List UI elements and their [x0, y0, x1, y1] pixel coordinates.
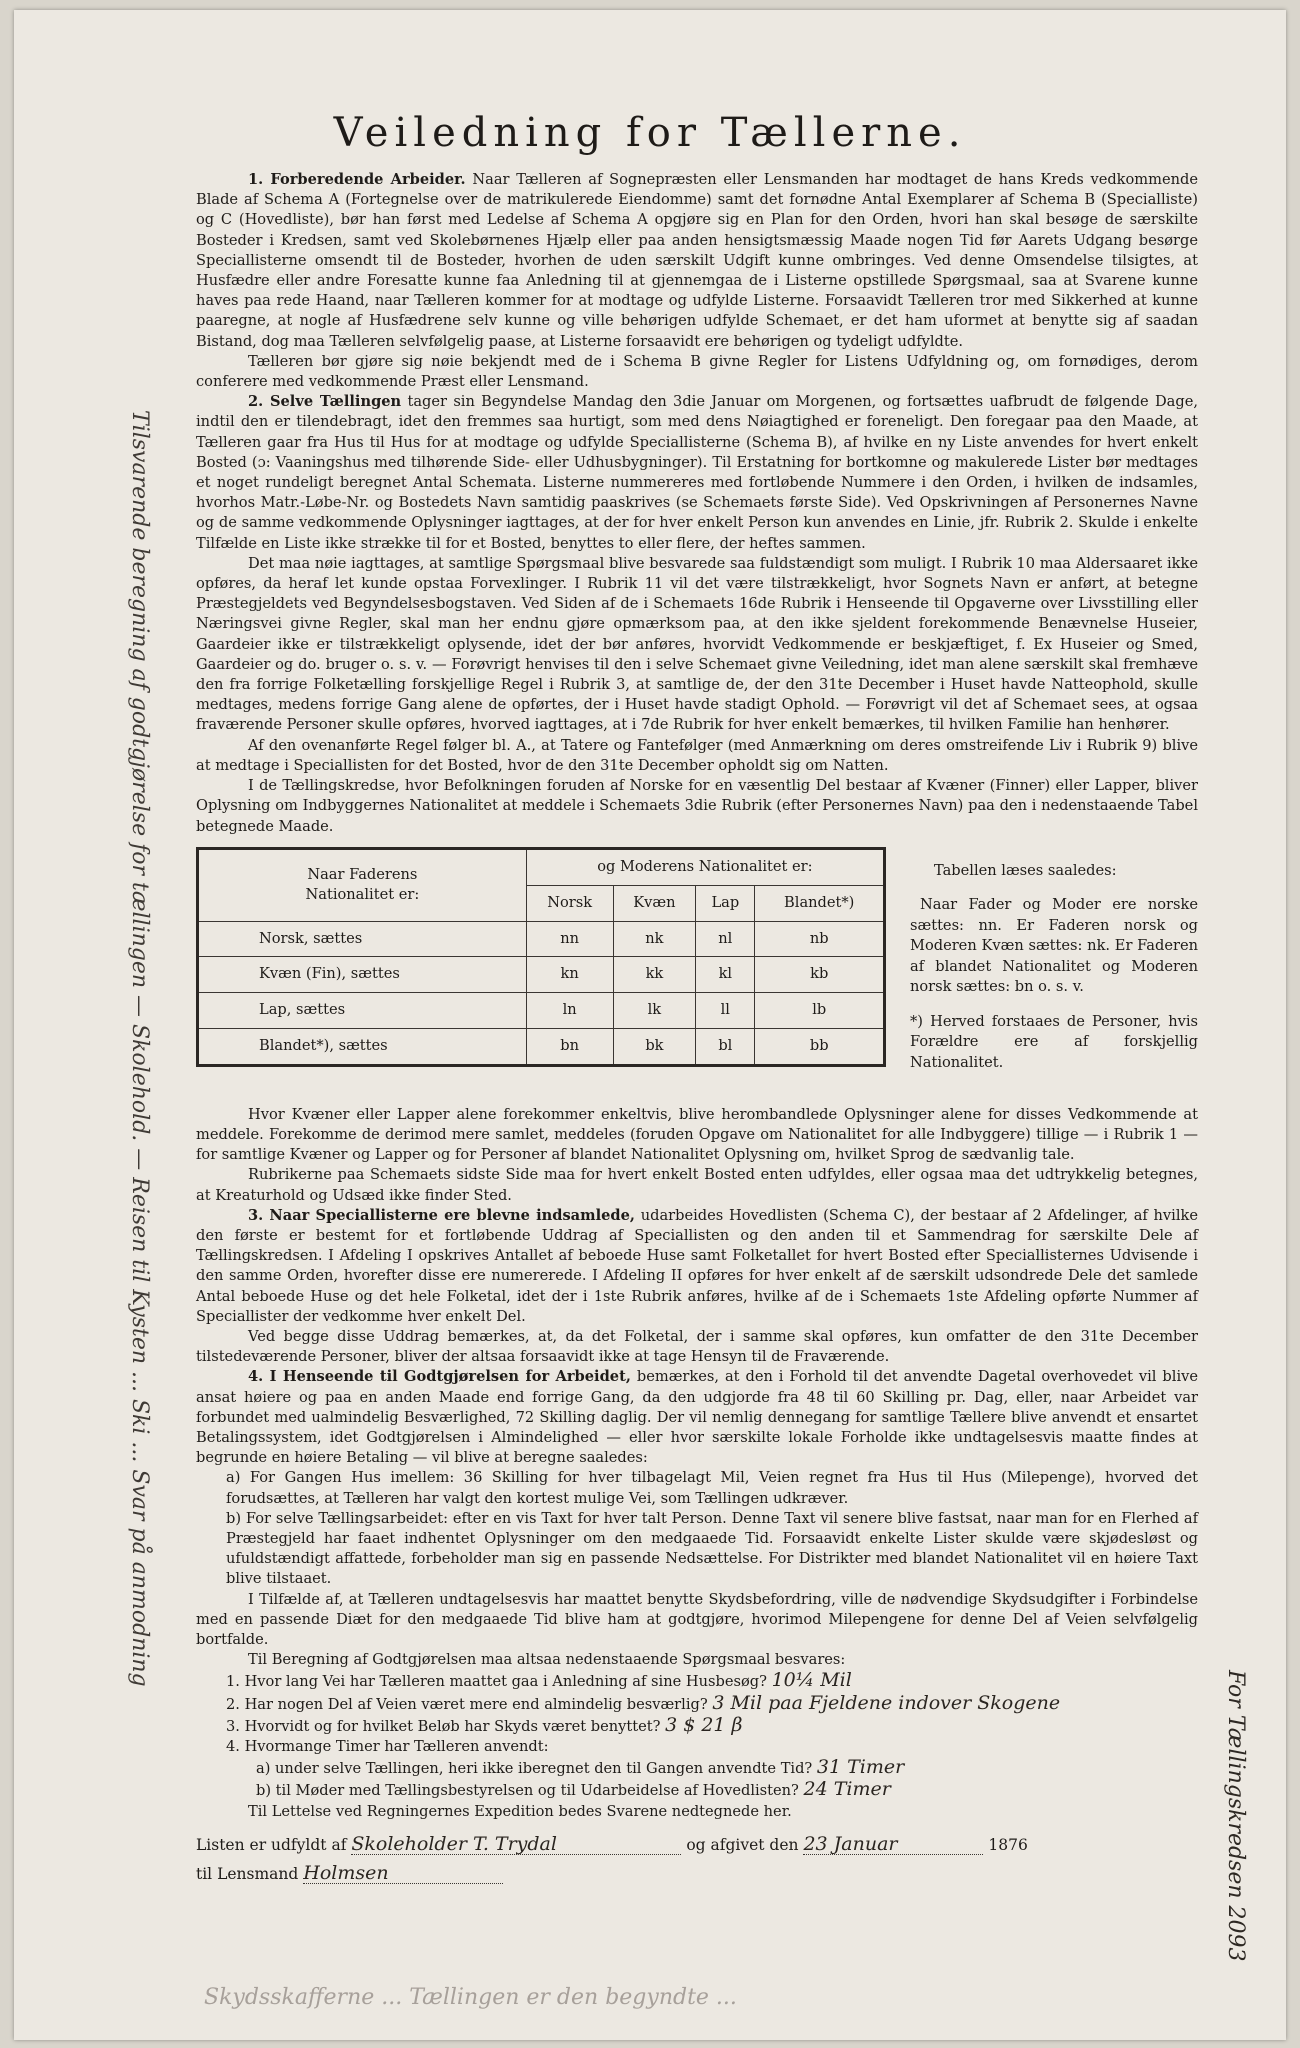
question-list	[196, 1670, 1198, 1801]
section-1-heading: 1. Forberedende Arbeider.	[248, 171, 466, 188]
page-title: Veiledning for Tællerne.	[333, 110, 967, 156]
section-4-para-4: Til Lettelse ved Regningernes Expedition bedes Svarene nedtegnede her.	[248, 1802, 792, 1820]
table-row: Kvæn (Fin), sættes kn kk kl kb	[198, 957, 885, 993]
section-3-para-2: Ved begge disse Uddrag bemærkes, at, da det Folketal, der i samme skal opføres, kun omfatter de den 31te December tilstedeværende Personer, bliver der altsaa forsaavidt ikke at tage Hensyn til de Fraværende.	[196, 1327, 1198, 1366]
table-row: Lap, sættes ln lk ll lb	[198, 992, 885, 1028]
instructions-body	[196, 170, 1198, 1884]
document-page	[14, 10, 1286, 2040]
answer-4a: 31 Timer	[816, 1756, 905, 1779]
column-header: Norsk	[526, 885, 613, 921]
column-header: Lap	[696, 885, 755, 921]
question-4b: b) til Møder med Tællingsbestyrelsen og til Udarbeidelse af Hovedlisten? 24 Timer	[256, 1778, 891, 1801]
year: 1876	[988, 1835, 1028, 1854]
question-1: 1. Hvor lang Vei har Tælleren maattet gaa i Anledning af sine Husbesøg? 10¼ Mil	[226, 1669, 852, 1692]
section-2: 2. Selve Tællingen tager sin Begyndelse Mandag den 3die Januar om Morgenen, og fortsættes uafbrudt de følgende Dage, indtil den er tilendebragt, idet den fremmes saa hurtigt, som med dens Nøiagtighed er foreneligt. Den foregaar paa den Maade, at Tælleren gaar fra Hus til Hus for at modtage og udfylde Speciallisterne (Schema B), af hvilke en ny Liste anvendes for hvert enkelt Bosted (ɔ: Vaaningshus med tilhørende Side- eller Udhusbygninger). Til Erstatning for bortkomne og makulerede Lister bør medtages et noget rundeligt beregnet Antal Schemata. Listerne nummereres med fortløbende Nummere i den Orden, i hvilken de indsamles, hvorhos Matr.-Løbe-Nr. og Bostedets Navn samtidig paaskrives (se Schemaets første Side). Ved Opskrivningen af Personernes Navne og de samme vedkommende Oplysninger iagttages, at der for hver enkelt Person kun anvendes en Linie, jfr. Rubrik 2. Skulde i enkelte Tilfælde en Liste ikke strække til for et Bosted, benyttes to eller flere, der heftes sammen.	[196, 393, 1198, 552]
section-4-para-2: I Tilfælde af, at Tælleren undtagelsesvis har maattet benytte Skydsbefordring, ville de nødvendige Skydsudgifter i Forbindelse med en passende Diæt for den medgaaede Tid blive ham at godtgjøre, hvorimod Milepengene for denne Del af Veien selvfølgelig bortfalde.	[196, 1590, 1198, 1648]
section-1-para-2: Tælleren bør gjøre sig nøie bekjendt med de i Schema B givne Regler for Listens Udfyldning og, om fornødiges, derom conferere med vedkommende Præst eller Lensmand.	[196, 352, 1198, 391]
table-footnote: *) Herved forstaaes de Personer, hvis Forældre ere af forskjellig Nationalitet.	[910, 1012, 1198, 1071]
section-4: 4. I Henseende til Godtgjørelsen for Arbeidet, bemærkes, at den i Forhold til det anvendte Dagetal overhovedet vil blive ansat høiere og paa en anden Maade end forrige Gang, da den udgjorde fra 48 til 60 Skilling pr. Dag, eller, naar Arbeidet var forbundet med ualmindelig Besværlighed, 72 Skilling daglig. Der vil nemlig dennegang for samtlige Tællere blive anvendt et ensartet Betalingssystem, idet Godtgjørelsen i Almindelighed — eller hvor særskilte lokale Forholde ikke undtagelsesvis maatte findes at begrunde en høiere Betaling — vil blive at beregne saaledes:	[196, 1368, 1198, 1467]
answer-1: 10¼ Mil	[771, 1669, 852, 1692]
bottom-faded-handwriting: Skydsskafferne ... Tællingen er den begyndte ...	[204, 1985, 737, 2010]
table-corner: Naar Faderens Nationalitet er:	[198, 848, 527, 921]
table-note-text: Naar Fader og Moder ere norske sættes: nn. Er Faderen norsk og Moderen Kvæn sættes: nk. Er Faderen af blandet Nationalitet og Moderen norsk sættes: bn o. s. v.	[910, 896, 1198, 996]
question-2: 2. Har nogen Del af Veien været mere end almindelig besværlig? 3 Mil paa Fjeldene indover Skogene	[226, 1691, 1061, 1714]
item-a: a) For Gangen Hus imellem: 36 Skilling for hver tilbagelagt Mil, Veien regnet fra Hus til Hus (Milepenge), hvorved det forudsættes, at Tælleren har valgt den kortest mulige Vei, som Tællingen udkræver.	[226, 1469, 1198, 1507]
section-3-heading: 3. Naar Speciallisterne ere blevne indsamlede,	[248, 1206, 635, 1224]
column-header: Blandet*)	[755, 885, 885, 921]
table-group-header: og Moderens Nationalitet er:	[526, 848, 884, 885]
section-3: 3. Naar Speciallisterne ere blevne indsamlede, udarbeides Hovedlisten (Schema C), der bestaar af 2 Afdelinger, af hvilke den første er bestemt for et fortløbende Uddrag af Speciallisten og den anden til et Sammendrag for særskilte Dele af Tællingskredsen. I Afdeling I opskrives Antallet af beboede Huse samt Folketallet for hvert Bosted efter Speciallisternes Udvisende i den samme Orden, hvorefter disse ere numererede. I Afdeling II opføres for hver enkelt af de særskilt udsondrede Dele det samlede Antal beboede Huse og det hele Folketal, idet der i 1ste Rubrik anføres, hvilke af de i Schemaets 1ste Afdeling opførte Nummer af Speciallister der vedkomme hver enkelt Del.	[196, 1206, 1198, 1325]
signature-line: Listen er udfyldt af Skoleholder T. Trydal og afgivet den 23 Januar 1876	[196, 1832, 1028, 1855]
question-3: 3. Hvorvidt og for hvilket Beløb har Skyds været benyttet? 3 $ 21 β	[226, 1713, 743, 1736]
section-2-para-4: I de Tællingskredse, hvor Befolkningen foruden af Norske for en væsentlig Del bestaar af Kvæner (Finner) eller Lapper, bliver Oplysning om Indbyggernes Nationalitet at meddele i Schemaets 3die Rubrik (efter Personernes Navn) paa den i nedenstaaende Tabel betegnede Maade.	[196, 777, 1198, 835]
section-4-para-3: Til Beregning af Godtgjørelsen maa altsaa nedenstaaende Spørgsmaal besvares:	[248, 1651, 846, 1669]
nationality-section	[196, 847, 1198, 1093]
table-row: Norsk, sættes nn nk nl nb	[198, 921, 885, 957]
table-note-heading: Tabellen læses saaledes:	[934, 861, 1117, 879]
after-table-para-2: Rubrikerne paa Schemaets sidste Side maa for hvert enkelt Bosted enten udfyldes, eller ogsaa maa det udtrykkelig betegnes, at Kreaturhold og Udsæd ikke finder Sted.	[196, 1166, 1198, 1204]
recipient-name: Holmsen	[303, 1863, 503, 1884]
answer-4b: 24 Timer	[803, 1778, 891, 1801]
section-2-heading: 2. Selve Tællingen	[248, 393, 402, 411]
question-4: 4. Hvormange Timer har Tælleren anvendt:	[226, 1738, 549, 1755]
nationality-table	[196, 847, 886, 1067]
section-4-heading: 4. I Henseende til Godtgjørelsen for Arbeidet,	[248, 1368, 631, 1386]
right-margin-handwriting: For Tællingskredsen 2093	[1223, 1670, 1248, 1962]
item-b: b) For selve Tællingsarbeidet: efter en vis Taxt for hver talt Person. Denne Taxt vil senere blive fastsat, naar man for en Flerhed af Præstegjeld har faaet indhentet Oplysninger om den medgaaede Tid. Forsaavidt enkelte Lister skulde være skjødesløst og ufuldstændigt affattede, forbeholder man sig en passende Nedsættelse. For Distrikter med blandet Nationalitet vil en høiere Taxt blive tilstaaet.	[226, 1509, 1198, 1588]
after-table-para-1: Hvor Kvæner eller Lapper alene forekommer enkeltvis, blive herombandlede Oplysninger alene for disses Vedkommende at meddele. Forekomme de derimod mere samlet, meddeles (foruden Opgave om Nationalitet for alle Indbyggere) tillige — i Rubrik 1 — for samtlige Kvæner og Lapper og for Personer af blandet Nationalitet Oplysning om, hvilket Sprog de sædvanlig tale.	[196, 1105, 1198, 1164]
delivered-date: 23 Januar	[803, 1834, 983, 1855]
answer-2: 3 Mil paa Fjeldene indover Skogene	[712, 1691, 1061, 1714]
answer-3: 3 $ 21 β	[665, 1713, 743, 1736]
question-4a: a) under selve Tællingen, heri ikke iberegnet den til Gangen anvendte Tid? 31 Timer	[256, 1756, 905, 1779]
section-2-para-2: Det maa nøie iagttages, at samtlige Spørgsmaal blive besvarede saa fuldstændigt som muligt. I Rubrik 10 maa Aldersaaret ikke opføres, da heraf let kunde opstaa Forvexlinger. I Rubrik 11 vil det være tilstrækkeligt, hvor Sognets Navn er anført, at betegne Præstegjeldets ved Begyndelsesbogstaven. Ved Siden af de i Schemaets 16de Rubrik i Henseende til Opgaverne over Livsstilling eller Næringsvei givne Regler, skal man her endnu gjøre opmærksom paa, at den ikke sjeldent forekommende Benævnelse Huseier, Gaardeier ikke er tilstrækkeligt oplysende, idet der bør anføres, hvorvidt Vedkommende er beskjæftiget, f. Ex Huseier og Smed, Gaardeier og do. bruger o. s. v. — Forøvrigt henvises til den i selve Schemaet givne Veiledning, idet man alene særskilt skal fremhæve den fra forrige Folketælling forskjellige Regel i Rubrik 3, at samtlige de, der den 31te December i Huset havde Natteophold, skulle medtages, medens forrige Gang alene de opførtes, der i Huset havde stadigt Ophold. — Forøvrigt vil det af Schemaet sees, at ogsaa fraværende Personer skulle opføres, hvorved iagttages, at i 7de Rubrik for hver enkelt bemærkes, til hvilken Familie han henhører.	[196, 554, 1198, 734]
table-note	[910, 861, 1198, 1088]
recipient-line: til Lensmand Holmsen	[196, 1863, 1198, 1884]
table-row: Blandet*), sættes bn bk bl bb	[198, 1028, 885, 1065]
left-margin-handwriting: Tilsvarende beregning af godtgjørelse for tællingen — Skolehold. — Reisen til Kysten ... Ski ... Svar på anmodning	[127, 410, 152, 1687]
section-1: 1. Forberedende Arbeider. Naar Tælleren af Sognepræsten eller Lensmanden har modtaget de hans Kreds vedkommende Blade af Schema A (Fortegnelse over de matrikulerede Eiendomme) samt det fornødne Antal Exemplarer af Schema B (Specialliste) og C (Hovedliste), bør han først med Ledelse af Schema A opgjøre sig en Plan for den Orden, hvori han skal besøge de særskilte Bosteder i Kredsen, samt ved Skolebørnenes Hjælp eller paa anden hensigtsmæssig Maade nogen Tid før Aarets Udgang besørge Speciallisterne omsendt til de Bosteder, hvorhen de uden særskilt Udgift kunne ombringes. Ved denne Omsendelse tilsigtes, at Husfædre eller andre Foresatte kunne faa Anledning til at gjennemgaa de i Listerne opstillede Spørgsmaal, saa at Svarene kunne haves paa rede Haand, naar Tælleren kommer for at modtage og udfylde Listerne. Forsaavidt Tælleren tror med Sikkerhed at kunne paaregne, at nogle af Husfædrene selv kunne og ville behørigen udfylde Schemaet, er det ham uformet at benytte sig af saadan Bistand, dog maa Tælleren selvfølgelig paase, at Listerne forsaavidt ere behørigen og tydeligt udfyldte.	[196, 171, 1198, 350]
section-2-para-3: Af den ovenanførte Regel følger bl. A., at Tatere og Fantefølger (med Anmærkning om deres omstreifende Liv i Rubrik 9) blive at medtage i Speciallisten for det Bosted, hvor de den 31te December opholdt sig om Natten.	[196, 736, 1198, 774]
filled-by: Skoleholder T. Trydal	[351, 1834, 681, 1855]
column-header: Kvæn	[613, 885, 696, 921]
